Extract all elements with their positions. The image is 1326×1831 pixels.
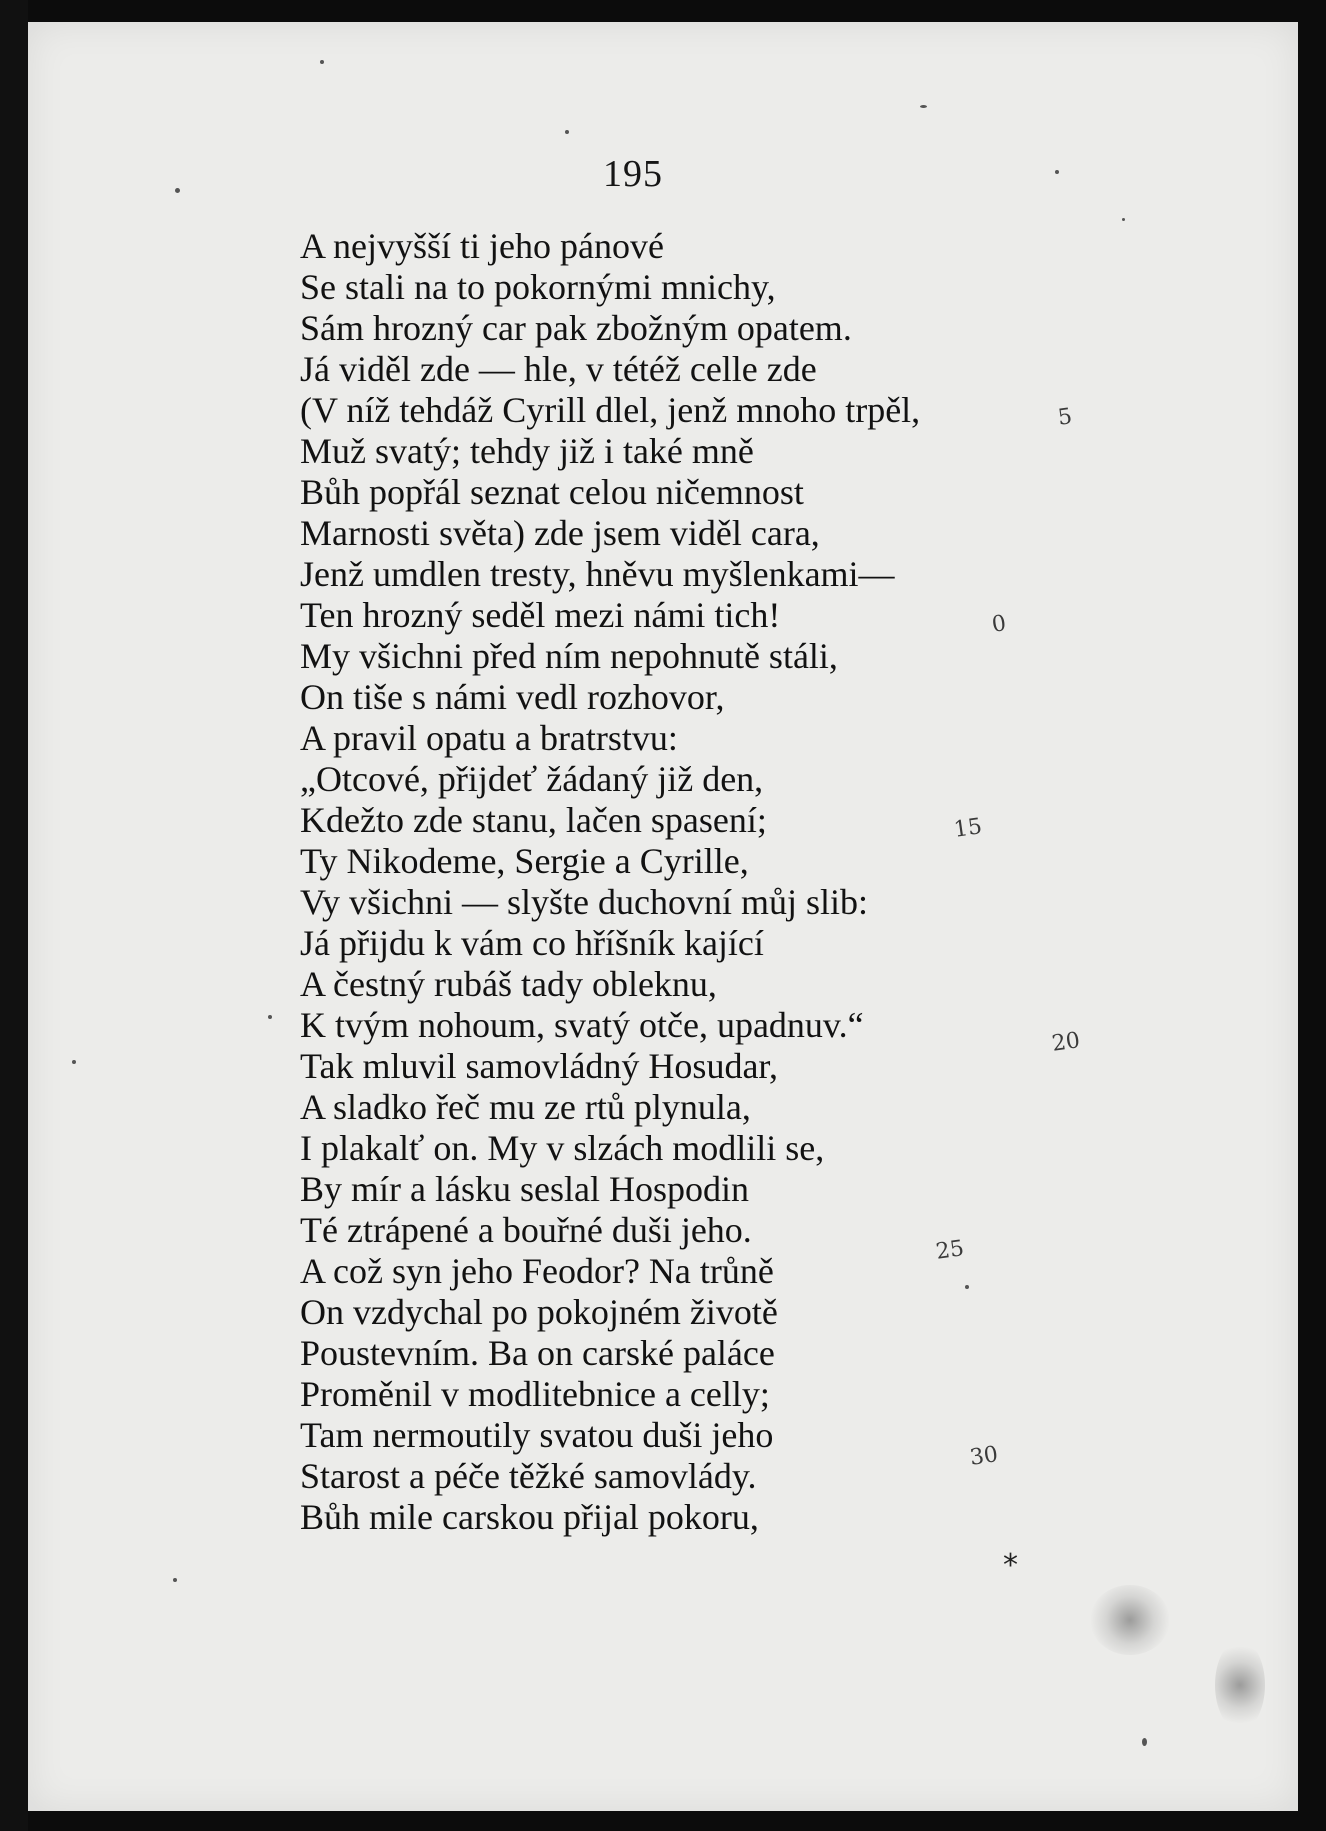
scan-speck [173, 1578, 177, 1582]
scan-speck [965, 1285, 969, 1289]
poem-line: Bůh popřál seznat celou ničemnost [300, 472, 804, 512]
scan-speck [268, 1015, 272, 1019]
poem-line: Té ztrápené a bouřné duši jeho. [300, 1210, 752, 1250]
page-number: 195 [603, 153, 663, 195]
margin-note-30: 30 [968, 1442, 1000, 1471]
poem-line: Bůh mile carskou přijal pokoru, [300, 1497, 759, 1537]
margin-note-25: 25 [934, 1236, 966, 1265]
poem-line: K tvým nohoum, svatý otče, upadnuv.“ [300, 1005, 864, 1045]
margin-note-15: 15 [952, 814, 984, 843]
footer-asterisk: * [1003, 1548, 1018, 1583]
scan-smudge [1090, 1585, 1170, 1655]
scan-speck [920, 105, 927, 108]
poem-line: Já viděl zde — hle, v tétéž celle zde [300, 349, 817, 389]
scan-border [0, 0, 28, 1831]
poem-line: On tiše s námi vedl rozhovor, [300, 677, 725, 717]
poem-line: Proměnil v modlitebnice a celly; [300, 1374, 770, 1414]
poem-line: A pravil opatu a bratrstvu: [300, 718, 678, 758]
scan-speck [1122, 218, 1125, 221]
margin-note-5: 5 [1056, 404, 1074, 431]
poem-line: A nejvyšší ti jeho pánové [300, 226, 664, 266]
scan-speck [1142, 1738, 1147, 1746]
poem-line: Se stali na to pokornými mnichy, [300, 267, 776, 307]
poem-line: I plakalť on. My v slzách modlili se, [300, 1128, 825, 1168]
poem-line: Marnosti světa) zde jsem viděl cara, [300, 513, 820, 553]
poem-line: Tam nermoutily svatou duši jeho [300, 1415, 774, 1455]
poem-line: „Otcové, přijdeť žádaný již den, [300, 759, 764, 799]
scan-smudge [1215, 1640, 1265, 1730]
poem-line: A což syn jeho Feodor? Na trůně [300, 1251, 774, 1291]
poem-line: My všichni před ním nepohnutě stáli, [300, 636, 838, 676]
scan-speck [565, 130, 569, 134]
poem-line: Ty Nikodeme, Sergie a Cyrille, [300, 841, 749, 881]
poem-line: Jenž umdlen tresty, hněvu myšlenkami— [300, 554, 895, 594]
scan-speck [320, 60, 324, 64]
poem-line: Muž svatý; tehdy již i také mně [300, 431, 754, 471]
margin-note-20: 20 [1050, 1028, 1082, 1057]
poem-line: Poustevním. Ba on carské paláce [300, 1333, 775, 1373]
poem-line: Sám hrozný car pak zbožným opatem. [300, 308, 852, 348]
poem-line: On vzdychal po pokojném životě [300, 1292, 778, 1332]
scan-speck [175, 188, 180, 193]
scan-speck [1055, 170, 1059, 174]
margin-note-10: 0 [990, 611, 1008, 638]
poem-line: Starost a péče těžké samovlády. [300, 1456, 757, 1496]
poem-line: Já přijdu k vám co hříšník kající [300, 923, 764, 963]
scan-speck [72, 1060, 76, 1064]
poem-text [300, 226, 920, 1538]
poem-line: A sladko řeč mu ze rtů plynula, [300, 1087, 751, 1127]
poem-line: Kdežto zde stanu, lačen spasení; [300, 800, 767, 840]
poem-line: Vy všichni — slyšte duchovní můj slib: [300, 882, 869, 922]
poem-line: Ten hrozný seděl mezi námi tich! [300, 595, 781, 635]
poem-line: A čestný rubáš tady obleknu, [300, 964, 717, 1004]
poem-line: By mír a lásku seslal Hospodin [300, 1169, 749, 1209]
poem-line: Tak mluvil samovládný Hosudar, [300, 1046, 778, 1086]
poem-line: (V níž tehdáž Cyrill dlel, jenž mnoho trpěl, [300, 390, 921, 430]
